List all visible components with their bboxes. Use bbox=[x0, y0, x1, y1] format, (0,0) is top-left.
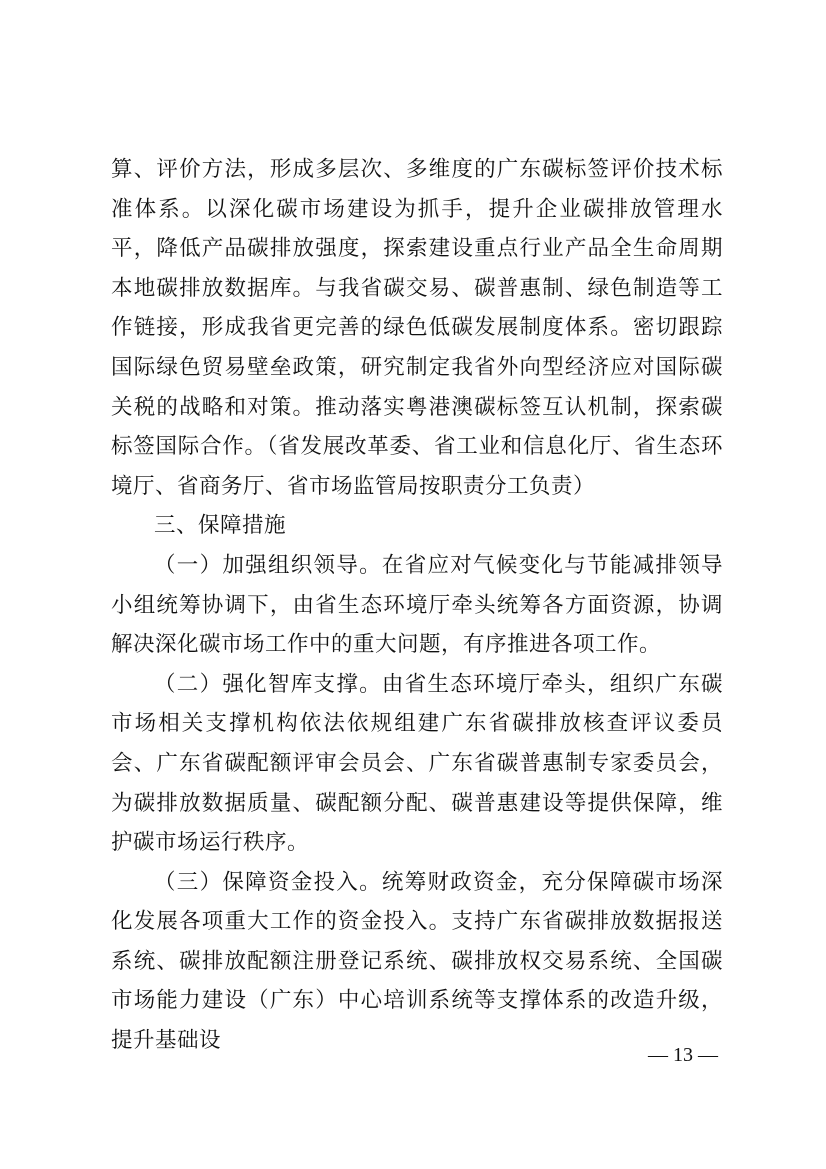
paragraph-funding-investment: （三）保障资金投入。统筹财政资金，充分保障碳市场深化发展各项重大工作的资金投入。支持广东省碳排放数据报送系统、碳排放配额注册登记系统、碳排放权交易系统、全国碳市场能力建设（广东）中心培训系统等支撑体系的改造升级，提升基础设 bbox=[111, 869, 723, 1054]
document-body bbox=[111, 150, 723, 1061]
paragraph-carbon-label: 算、评价方法，形成多层次、多维度的广东碳标签评价技术标准体系。以深化碳市场建设为抓手，提升企业碳排放管理水平，降低产品碳排放强度，探索建设重点行业产品全生命周期本地碳排放数据库。与我省碳交易、碳普惠制、绿色制造等工作链接，形成我省更完善的绿色低碳发展制度体系。密切跟踪国际绿色贸易壁垒政策，研究制定我省外向型经济应对国际碳关税的战略和对策。推动落实粤港澳碳标签互认机制，探索碳标签国际合作。（省发展改革委、省工业和信息化厅、省生态环境厅、省商务厅、省市场监管局按职责分工负责） bbox=[111, 157, 723, 499]
paragraph-think-tank-support: （二）强化智库支撑。由省生态环境厅牵头，组织广东碳市场相关支撑机构依法依规组建广东省碳排放核查评议委员会、广东省碳配额评审会员会、广东省碳普惠制专家委员会，为碳排放数据质量、碳配额分配、碳普惠建设等提供保障，维护碳市场运行秩序。 bbox=[111, 671, 723, 856]
page-number: — 13 — bbox=[648, 1044, 718, 1066]
paragraph-organization-leadership: （一）加强组织领导。在省应对气候变化与节能减排领导小组统筹协调下，由省生态环境厅牵头统筹各方面资源，协调解决深化碳市场工作中的重大问题，有序推进各项工作。 bbox=[111, 552, 723, 658]
section-heading-safeguards: 三、保障措施 bbox=[154, 513, 287, 539]
